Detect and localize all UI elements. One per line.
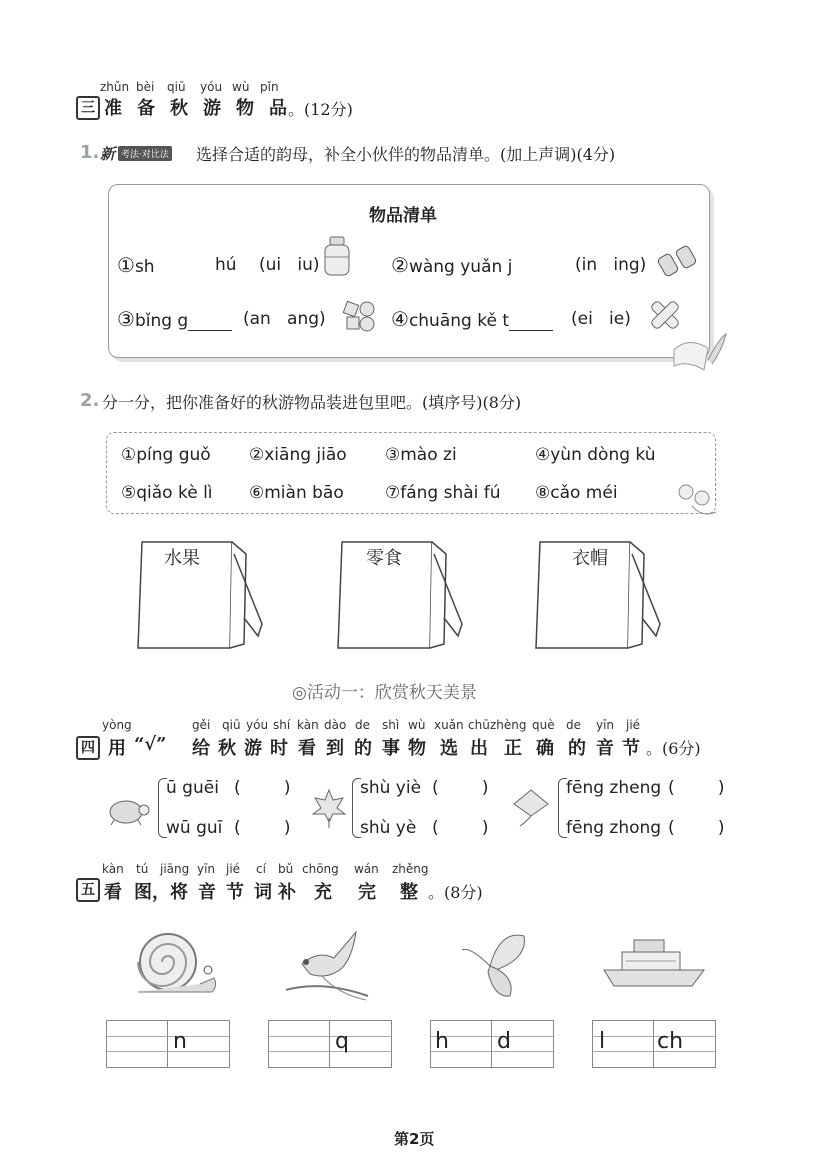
option-text: wū guī — [166, 818, 223, 838]
option-text: shù yè — [360, 818, 417, 838]
item-1-suffix: hú — [215, 255, 237, 275]
new-tag: 新 — [100, 145, 116, 163]
goods-item-2: ②xiāng jiāo — [249, 445, 347, 465]
option-text: fēng zhong — [566, 818, 662, 838]
butterfly-icon — [450, 926, 530, 1010]
pinyin-syllable: jié — [226, 862, 241, 876]
goods-item-4: ④yùn dòng kù — [535, 445, 656, 465]
section-badge-3: 三 — [76, 96, 100, 120]
section-badge-5: 五 — [76, 878, 100, 902]
option-text: fēng zheng — [566, 778, 662, 798]
grid-line — [107, 1051, 229, 1052]
title-char: 确 — [536, 738, 554, 759]
title-char: 整 — [400, 882, 418, 903]
bird-icon — [282, 924, 374, 1008]
title-char: 选 — [440, 738, 458, 759]
title-char: 看 — [298, 738, 316, 759]
q1-number: 1. — [80, 142, 100, 163]
item-1 — [117, 253, 155, 277]
grid-line — [431, 1036, 553, 1037]
goods-item-3: ③mào zi — [385, 445, 457, 465]
pinyin-syllable: shì — [382, 718, 400, 732]
section4-score: 。(6分) — [646, 739, 701, 758]
grid-line — [593, 1051, 715, 1052]
pinyin-syllable: yīn — [197, 862, 216, 876]
item-2-options: (in ing) — [575, 255, 647, 275]
title-char: 音 — [198, 882, 216, 903]
title-char: 正 — [504, 738, 522, 759]
title-char: 音 — [596, 738, 614, 759]
title-char: 完 — [358, 882, 376, 903]
method-tag: 考法·对比法 — [118, 146, 172, 161]
grid-line — [269, 1051, 391, 1052]
pinyin-syllable: kàn — [297, 718, 319, 732]
title-char: 补 — [278, 882, 296, 903]
grid-text-left: h — [435, 1029, 449, 1054]
item-4-options: (ei ie) — [571, 309, 631, 329]
bag-label: 衣帽 — [572, 548, 608, 569]
goods-item-5: ⑤qiǎo kè lì — [121, 483, 213, 503]
title-char: “√” — [134, 734, 167, 755]
answer-paren[interactable]: ( ) — [432, 818, 489, 838]
maple-leaf-icon — [312, 788, 346, 832]
pinyin-syllable: wù — [232, 80, 250, 94]
grid-line — [107, 1036, 229, 1037]
title-char: 看 — [104, 882, 122, 903]
flower-icon — [672, 478, 722, 522]
item-prefix: wàng yuǎn j — [408, 257, 513, 277]
goods-item-1: ①píng guǒ — [121, 445, 211, 465]
section5-title — [0, 878, 827, 902]
title-char: 词 — [254, 882, 272, 903]
title-char: 到 — [326, 738, 344, 759]
pinyin-syllable: tú — [136, 862, 149, 876]
item-num: ③ — [117, 307, 135, 331]
item-4 — [391, 307, 553, 331]
option-text: shù yiè — [360, 778, 422, 798]
pinyin-syllable: jié — [626, 718, 641, 732]
section4-title — [0, 734, 827, 758]
pinyin-syllable: yóu — [246, 718, 269, 732]
leaf-icon — [668, 330, 728, 378]
binoculars-icon — [657, 241, 699, 283]
grid-line — [593, 1036, 715, 1037]
page-number: 第2页 — [394, 1130, 435, 1148]
pinyin-syllable: de — [355, 718, 370, 732]
pinyin-syllable: cí — [256, 862, 266, 876]
grid-divider — [167, 1021, 168, 1067]
ship-icon — [600, 934, 708, 998]
pinyin-syllable: kàn — [102, 862, 124, 876]
grid-text-right: q — [335, 1029, 349, 1054]
pinyin-syllable: bǔ — [278, 862, 294, 876]
item-list-box — [108, 184, 710, 358]
section5-pinyin — [0, 862, 827, 878]
pinyin-syllable: chū — [468, 718, 490, 732]
bag-fruit[interactable] — [134, 532, 274, 658]
bag-snacks[interactable] — [334, 532, 474, 658]
grid-text-right: d — [497, 1029, 511, 1054]
answer-paren[interactable]: ( ) — [234, 778, 291, 798]
title-char: 时 — [270, 738, 288, 759]
goods-box — [106, 432, 716, 514]
item-list-title: 物品清单 — [369, 206, 437, 226]
pinyin-syllable: chōng — [302, 862, 339, 876]
item-num: ② — [391, 253, 409, 277]
bag-label: 零食 — [366, 548, 402, 569]
item-1-options: (ui iu) — [259, 255, 320, 275]
answer-blank[interactable] — [188, 314, 232, 331]
title-char: 事 — [382, 738, 400, 759]
goods-item-6: ⑥miàn bāo — [249, 483, 344, 503]
biscuits-icon — [341, 299, 379, 337]
title-char: 出 — [470, 738, 488, 759]
pinyin-syllable: qiū — [167, 80, 186, 94]
pinyin-syllable: zhěng — [392, 862, 429, 876]
bag-clothes[interactable] — [532, 532, 672, 658]
pinyin-syllable: de — [566, 718, 581, 732]
pinyin-syllable: jiāng — [160, 862, 190, 876]
writing-grid[interactable] — [592, 1020, 716, 1068]
section4-pinyin — [0, 718, 827, 734]
title-char: 用 — [108, 738, 126, 759]
title-char: 游 — [244, 738, 262, 759]
writing-grid[interactable] — [268, 1020, 392, 1068]
pinyin-syllable: zhèng — [490, 718, 527, 732]
water-bottle-icon — [321, 235, 355, 281]
bag-label: 水果 — [164, 548, 200, 569]
title-char: 秋 — [218, 738, 236, 759]
writing-grid[interactable] — [430, 1020, 554, 1068]
item-prefix: sh — [134, 257, 155, 277]
snail-icon — [128, 926, 220, 1006]
grid-text-left: l — [599, 1029, 606, 1054]
grid-text-right: n — [173, 1029, 187, 1054]
pinyin-syllable: wù — [408, 718, 426, 732]
pinyin-syllable: què — [532, 718, 555, 732]
pinyin-syllable: yóu — [200, 80, 223, 94]
grid-line — [431, 1051, 553, 1052]
answer-paren[interactable]: ( ) — [668, 778, 725, 798]
q2-text: 分一分，把你准备好的秋游物品装进包里吧。(填序号)(8分) — [102, 393, 522, 412]
grid-text-right: ch — [657, 1029, 684, 1054]
pinyin-syllable: zhǔn — [100, 80, 130, 94]
answer-paren[interactable]: ( ) — [432, 778, 489, 798]
pinyin-syllable: shí — [273, 718, 291, 732]
item-num: ① — [117, 253, 135, 277]
section-badge-4: 四 — [76, 736, 100, 760]
title-char: 节 — [622, 738, 640, 759]
answer-blank[interactable] — [509, 314, 553, 331]
turtle-icon — [104, 794, 152, 832]
q2-number: 2. — [80, 390, 100, 411]
pinyin-syllable: wán — [354, 862, 379, 876]
pinyin-syllable: bèi — [136, 80, 155, 94]
grid-divider — [329, 1021, 330, 1067]
pinyin-syllable: pǐn — [260, 80, 279, 94]
answer-paren[interactable]: ( ) — [234, 818, 291, 838]
goods-item-7: ⑦fáng shài fú — [385, 483, 501, 503]
item-num: ④ — [391, 307, 409, 331]
answer-paren[interactable]: ( ) — [668, 818, 725, 838]
pinyin-syllable: gěi — [192, 718, 211, 732]
activity-title: ◎活动一：欣赏秋天美景 — [292, 683, 477, 703]
pinyin-syllable: yīn — [596, 718, 615, 732]
pinyin-syllable: yòng — [102, 718, 132, 732]
grid-divider — [491, 1021, 492, 1067]
section3-title: 准备秋游物品 — [104, 98, 302, 119]
title-char: 给 — [192, 738, 210, 759]
grid-divider — [653, 1021, 654, 1067]
grid-line — [269, 1036, 391, 1037]
item-prefix: bǐng g — [134, 311, 189, 331]
item-2 — [391, 253, 512, 277]
item-3-options: (an ang) — [243, 309, 326, 329]
title-char: 充 — [314, 882, 332, 903]
title-char: 的 — [354, 738, 372, 759]
writing-grid[interactable] — [106, 1020, 230, 1068]
pinyin-syllable: dào — [324, 718, 347, 732]
goods-item-8: ⑧cǎo méi — [535, 483, 618, 503]
item-prefix: chuāng kě t — [408, 311, 509, 331]
section3-score: 。(12分) — [288, 100, 353, 119]
kite-icon — [508, 786, 554, 832]
title-char: 节 — [226, 882, 244, 903]
title-char: 图 — [134, 882, 152, 903]
title-char: 的 — [568, 738, 586, 759]
pinyin-syllable: xuǎn — [434, 718, 464, 732]
q1-text: 选择合适的韵母，补全小伙伴的物品清单。(加上声调)(4分) — [196, 145, 616, 164]
title-char: ，将 — [152, 882, 188, 903]
option-text: ū guēi — [166, 778, 219, 798]
item-3 — [117, 307, 232, 331]
title-char: 物 — [408, 738, 426, 759]
section5-score: 。(8分) — [428, 883, 483, 902]
pinyin-syllable: qiū — [222, 718, 241, 732]
